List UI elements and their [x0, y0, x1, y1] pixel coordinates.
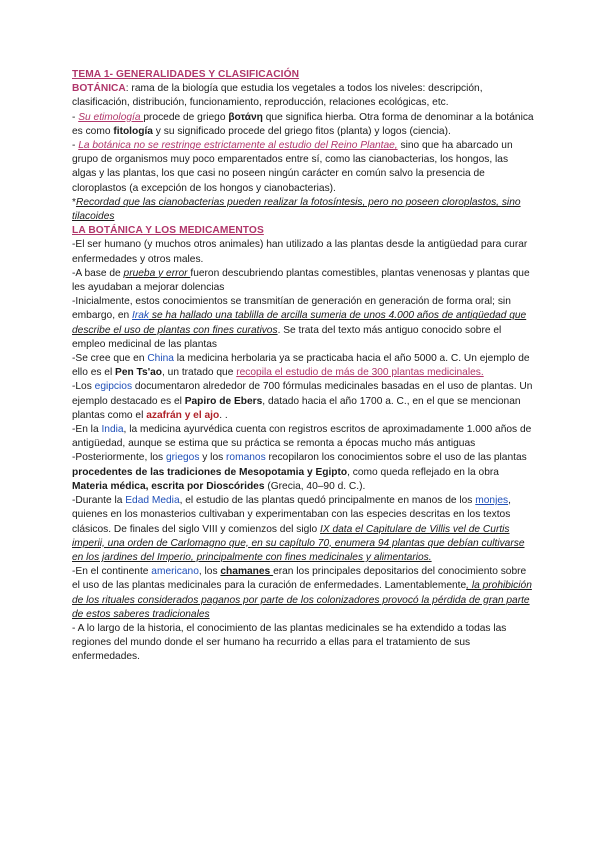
term-fitologia: fitología: [113, 125, 153, 137]
emphasis-capitulare: IX data el Capitulare de Villis vel de Curtis imperii, una orden de Carlomagno que, en su capítulo 70, enumera 94 plantas que debían cultivarse en los jardines del Imperio, principalmente con fines medicinales y alimentarios.: [72, 523, 525, 563]
greek-word: βοτάνη: [228, 111, 263, 123]
text: -Inicialmente, estos conocimientos se transmitían de generación en generación de forma oral; sin embargo, en: [72, 296, 511, 322]
paragraph-americano: [72, 565, 534, 622]
text: -En el continente: [72, 566, 152, 578]
text: , la medicina ayurvédica cuenta con registros escritos de aproximadamente 1.000 años de antigüedad, aunque se estima que su práctica se remonta a épocas mucho más antiguas: [72, 424, 532, 450]
term-americano: americano: [151, 566, 199, 578]
emphasis-tablilla: se ha hallado una tablilla de arcilla sumeria de unos 4.000 años de antigüedad que describe el uso de plantas con fines curativos: [72, 310, 527, 336]
paragraph-egipcios: [72, 380, 534, 423]
text: , el estudio de las plantas quedó principalmente en manos de los: [179, 495, 476, 507]
paragraph-botanica: [72, 82, 534, 110]
text: -Durante la: [72, 495, 126, 507]
term-papiro-ebers: Papiro de Ebers: [184, 395, 263, 407]
emphasis-prueba-error: prueba y error: [123, 267, 191, 279]
text: documentaron alrededor de 700 fórmulas medicinales basadas en el uso de plantas. Un ejemplo destacado es el: [72, 381, 533, 407]
link-irak[interactable]: Irak: [132, 310, 150, 322]
link-reino-plantae[interactable]: La botánica no se restringe estrictamente al estudio del Reino Plantae,: [78, 140, 398, 152]
link-etimologia[interactable]: Su etimología: [78, 111, 144, 123]
document-page: [72, 68, 534, 665]
text: , datado hacia el año 1700 a. C., en el que se mencionan plantas como el: [72, 395, 521, 421]
paragraph-griegos-romanos: [72, 451, 534, 494]
text: -Los: [72, 381, 95, 393]
text: -A base de: [72, 267, 124, 279]
heading-tema-1: TEMA 1- GENERALIDADES Y CLASIFICACIÓN: [72, 69, 300, 80]
emphasis-mesopotamia-egipto: procedentes de las tradiciones de Mesopotamia y Egipto: [72, 466, 348, 478]
term-chamanes: chamanes: [220, 566, 274, 578]
term-edad-media: Edad Media: [125, 495, 180, 507]
note-cianobacterias: [72, 196, 534, 224]
dash: -: [72, 111, 79, 123]
text: -Posteriormente, los: [72, 452, 166, 464]
paragraph-etimologia: [72, 111, 534, 139]
text: , un tratado que: [162, 367, 237, 379]
text: : rama de la biología que estudia los vegetales a todos los niveles: descripción, clasificación, distribución, funcionamiento, reproducción, relaciones ecológicas, etc.: [72, 83, 483, 109]
note-text: Recordad que las cianobacterias pueden realizar la fotosíntesis, pero no poseen cloroplastos, sino tilacoides: [72, 196, 521, 223]
paragraph-ser-humano: -El ser humano (y muchos otros animales) han utilizado a las plantas desde la antigüedad para curar enfermedades y otros males.: [72, 239, 528, 265]
term-china: China: [147, 353, 174, 365]
text: que significa hierba. Otra forma de denominar a la botánica es como: [72, 111, 534, 137]
term-griegos: griegos: [166, 452, 200, 464]
text: fueron descubriendo plantas comestibles, plantas venenosas y plantas que les ayudaban a mejorar dolencias: [72, 267, 530, 294]
term-azafran-ajo: azafrán y el ajo: [146, 409, 220, 421]
text: -Se cree que en: [72, 353, 148, 365]
term-botanica: BOTÁNICA: [72, 83, 126, 95]
heading-botanica-medicamentos: LA BOTÁNICA Y LOS MEDICAMENTOS: [72, 225, 264, 237]
term-pen-tsao: Pen Ts'ao: [115, 367, 163, 379]
text: , los: [198, 566, 221, 578]
asterisk: *: [72, 196, 76, 208]
text: la medicina herbolaria ya se practicaba hacia el año 5000 a. C. Un ejemplo de ello es el: [72, 353, 530, 379]
link-300-plantas[interactable]: recopila el estudio de más de 300 plantas medicinales.: [236, 367, 484, 379]
text: y su significado procede del griego fitos (planta) y logos (ciencia).: [152, 125, 451, 137]
text: eran los principales depositarios del conocimiento sobre el uso de las plantas medicinales para la curación de enfermedades. Lamentablemente: [72, 566, 527, 592]
text: . Se trata del texto más antiguo conocido sobre el empleo medicinal de las plantas: [72, 324, 502, 350]
text: , como queda reflejado en la obra: [347, 466, 499, 478]
term-materia-medica: Materia médica, escrita por Dioscórides: [72, 480, 265, 492]
paragraph-india: [72, 423, 534, 451]
emphasis-prohibicion: , la prohibición de los rituales considerados paganos por parte de los colonizadores provocó la pérdida de gran parte de estos saberes tradicionales: [72, 580, 532, 620]
text: (Grecia, 40–90 d. C.).: [264, 480, 366, 492]
paragraph-china: [72, 352, 534, 380]
term-romanos: romanos: [226, 452, 266, 464]
text: -En la: [72, 424, 102, 436]
paragraph-irak: [72, 295, 534, 352]
term-india: India: [101, 424, 124, 436]
paragraph-reino-plantae: [72, 139, 534, 196]
text: procede de griego: [143, 111, 229, 123]
term-egipcios: egipcios: [94, 381, 133, 393]
paragraph-edad-media: [72, 494, 534, 565]
term-monjes: monjes: [475, 495, 509, 507]
text: . .: [219, 409, 228, 421]
paragraph-prueba-error: [72, 267, 534, 295]
text: y los: [199, 452, 227, 464]
text: recopilaron los conocimientos sobre el uso de las plantas: [265, 452, 527, 464]
dash: -: [72, 140, 79, 152]
text: , quienes en los monasterios cultivaban y experimentaban con las especies descritas en los textos clásicos. De finales del siglo VIII y comienzos del siglo: [72, 495, 511, 535]
text: sino que ha abarcado un grupo de organismos muy poco emparentados entre sí, como las cianobacterias, los hongos, las algas y las plantas, los que casi no poseen ningún carácter en común salvo la presencia de cloroplastos (a excepción de los hongos y cianobacterias).: [72, 140, 513, 194]
paragraph-historia: - A lo largo de la historia, el conocimiento de las plantas medicinales se ha extendido a todas las regiones del mundo donde el ser humano ha recurrido a ellas para el tratamiento de sus enfermedades.: [72, 622, 507, 663]
